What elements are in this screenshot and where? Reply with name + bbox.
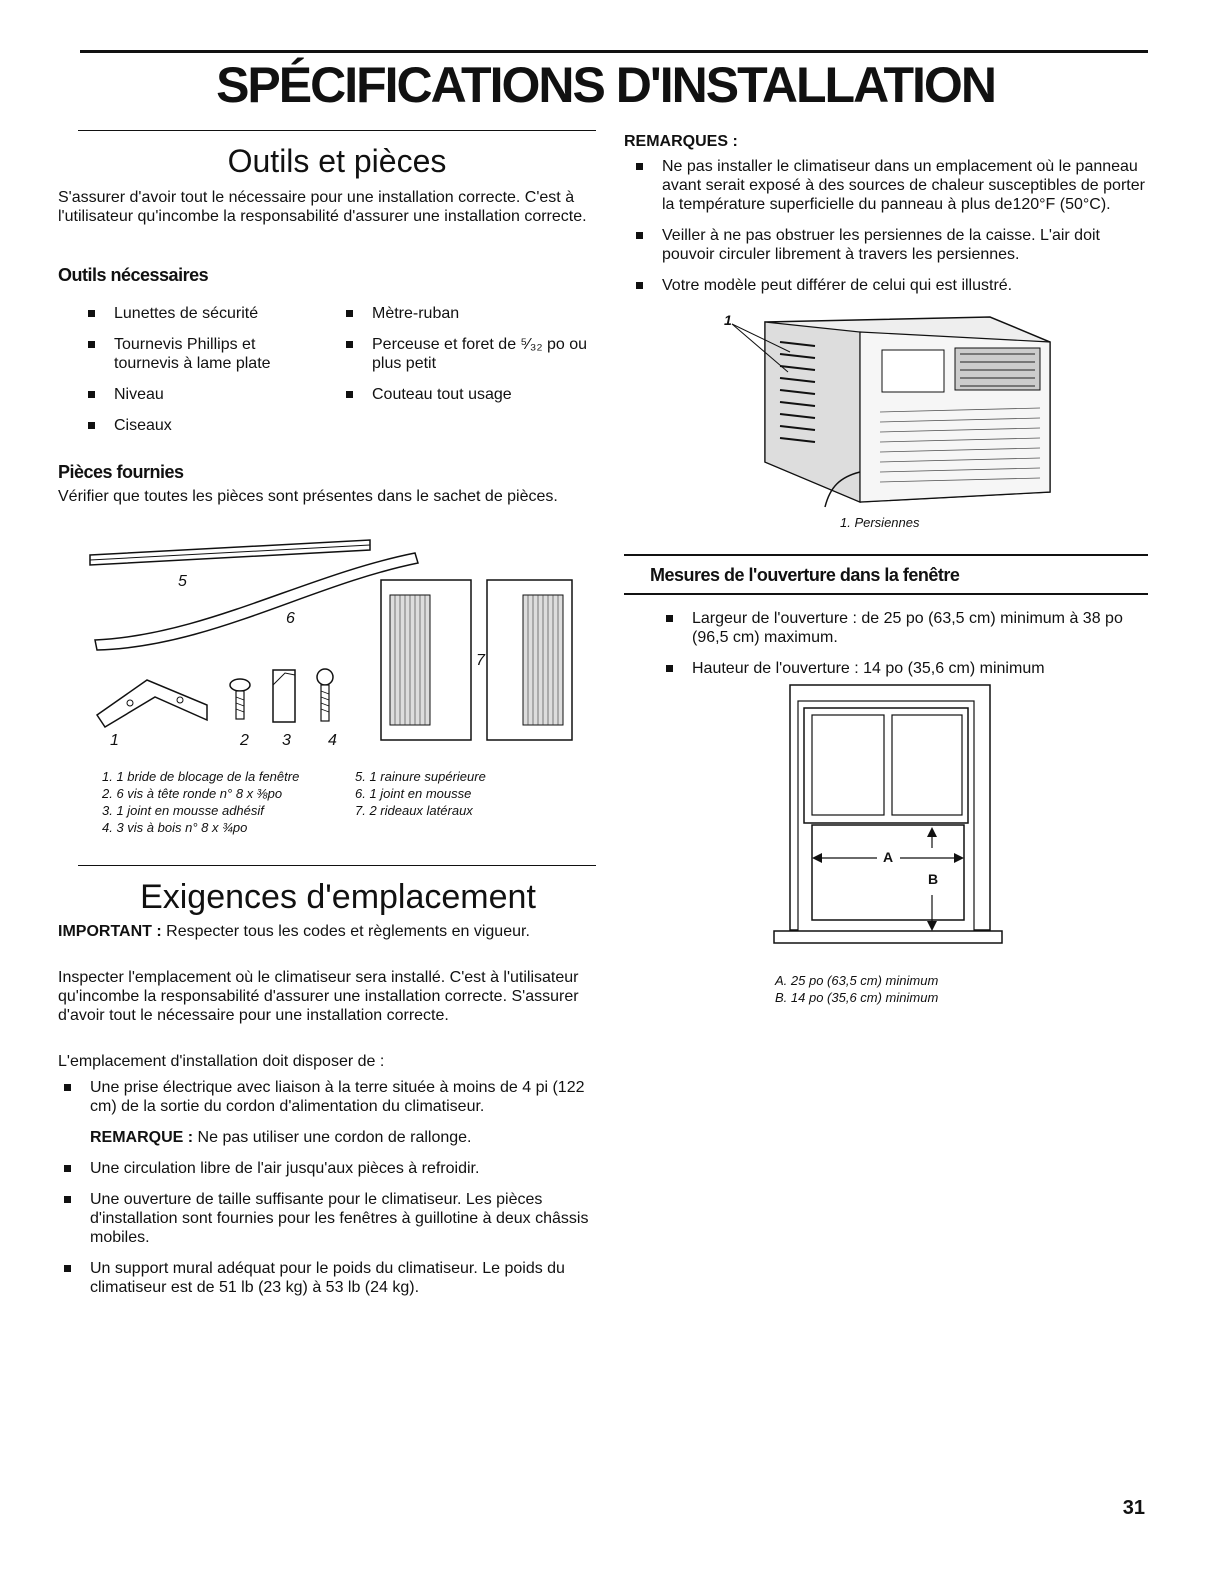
list-item: Couteau tout usage: [340, 385, 590, 404]
caption: 4. 3 vis à bois n° 8 x ¾po: [102, 820, 248, 835]
list-item: Largeur de l'ouverture : de 25 po (63,5 cm) minimum à 38 po (96,5 cm) maximum.: [660, 609, 1150, 647]
inspect-text: Inspecter l'emplacement où le climatiseur sera installé. C'est à l'utilisateur qu'incombe la responsabilité d'assurer une installation correcte. S'assurer d'avoir tout le nécessaire pour une installation correcte.: [58, 969, 579, 1024]
part-label-6: 6: [286, 610, 295, 627]
note-body: Ne pas utiliser une cordon de rallonge.: [193, 1129, 472, 1146]
supplied-parts-intro: Vérifier que toutes les pièces sont présentes dans le sachet de pièces.: [58, 488, 558, 505]
parts-captions-1: [102, 768, 352, 836]
part-label-5: 5: [178, 573, 187, 590]
window-rule-bottom: [624, 593, 1148, 595]
note-text: [90, 1128, 603, 1147]
caption: 2. 6 vis à tête ronde n° 8 x ⅜po: [102, 786, 283, 801]
window-diagram: [772, 683, 1012, 958]
window-list: [660, 609, 1150, 690]
list-item: Ciseaux: [82, 416, 322, 435]
needed-tools-list-2: [340, 304, 590, 416]
must-have-text: L'emplacement d'installation doit disposer de :: [58, 1053, 385, 1070]
list-item: Hauteur de l'ouverture : 14 po (35,6 cm) minimum: [660, 659, 1150, 678]
window-heading: Mesures de l'ouverture dans la fenêtre: [650, 565, 960, 585]
tools-rule: [78, 130, 596, 131]
caption: 1. 1 bride de blocage de la fenêtre: [102, 769, 300, 784]
list-item: Une ouverture de taille suffisante pour le climatiseur. Les pièces d'installation sont fournies pour les fenêtres à guillotine à deux châssis mobiles.: [58, 1190, 603, 1247]
supplied-parts-heading: Pièces fournies: [58, 462, 184, 482]
location-rule: [78, 865, 596, 866]
list-item: Un support mural adéquat pour le poids du climatiseur. Le poids du climatiseur est de 51 lb (23 kg) à 53 lb (24 kg).: [58, 1259, 603, 1297]
tools-intro: S'assurer d'avoir tout le nécessaire pour une installation correcte. C'est à l'utilisateur qu'incombe la responsabilité d'assurer une installation correcte.: [58, 189, 587, 225]
list-item: Tournevis Phillips et tournevis à lame plate: [82, 335, 322, 373]
caption: A. 25 po (63,5 cm) minimum: [775, 973, 939, 988]
window-label-b: B: [928, 871, 939, 887]
top-rule: [80, 50, 1148, 53]
list-item: Une circulation libre de l'air jusqu'aux pièces à refroidir.: [58, 1159, 603, 1178]
window-captions: [775, 972, 1035, 1006]
note-label: REMARQUE :: [90, 1129, 194, 1146]
window-label-a: A: [883, 849, 894, 865]
page-number: 31: [1122, 1497, 1145, 1519]
remarks-list: [630, 157, 1150, 307]
list-item: Perceuse et foret de ⁵⁄₃₂ po ou plus petit: [340, 335, 590, 373]
caption: 6. 1 joint en mousse: [355, 786, 472, 801]
list-item: Veiller à ne pas obstruer les persiennes de la caisse. L'air doit pouvoir circuler librement à travers les persiennes.: [630, 226, 1150, 264]
important-text: [58, 922, 568, 941]
tools-heading: Outils et pièces: [227, 143, 447, 179]
parts-illustration: [85, 535, 585, 755]
list-item: Niveau: [82, 385, 322, 404]
window-rule-top: [624, 554, 1148, 556]
list-item: Lunettes de sécurité: [82, 304, 322, 323]
part-label-3: 3: [282, 732, 291, 749]
list-item: Ne pas installer le climatiseur dans un emplacement où le panneau avant serait exposé à des sources de chaleur susceptibles de porter la température superficielle du panneau à plus de120°F (50°C).: [630, 157, 1150, 214]
parts-captions-2: [355, 768, 575, 819]
part-label-7: 7: [476, 652, 485, 669]
part-label-2: 2: [240, 732, 249, 749]
caption: 3. 1 joint en mousse adhésif: [102, 803, 264, 818]
louver-caption: 1. Persiennes: [840, 515, 920, 530]
list-item-text: Une prise électrique avec liaison à la terre située à moins de 4 pi (122 cm) de la sortie du cordon d'alimentation du climatiseur.: [90, 1079, 585, 1115]
part-label-1: 1: [110, 732, 119, 749]
needed-tools-heading: Outils nécessaires: [58, 265, 209, 285]
location-list: [58, 1078, 603, 1309]
needed-tools-list-1: [82, 304, 322, 447]
list-item: Mètre-ruban: [340, 304, 590, 323]
important-label: IMPORTANT :: [58, 923, 162, 940]
louver-label-1: 1: [724, 312, 732, 328]
part-label-4: 4: [328, 732, 337, 749]
list-item: [58, 1078, 603, 1147]
list-item: Votre modèle peut différer de celui qui est illustré.: [630, 276, 1150, 295]
location-heading: Exigences d'emplacement: [140, 878, 536, 916]
air-conditioner-illustration: [720, 312, 1060, 512]
caption: B. 14 po (35,6 cm) minimum: [775, 990, 939, 1005]
remarks-heading: REMARQUES :: [624, 133, 738, 150]
important-body: Respecter tous les codes et règlements en vigueur.: [161, 923, 530, 940]
page-title: SPÉCIFICATIONS D'INSTALLATION: [216, 57, 995, 113]
caption: 7. 2 rideaux latéraux: [355, 803, 473, 818]
caption: 5. 1 rainure supérieure: [355, 769, 486, 784]
